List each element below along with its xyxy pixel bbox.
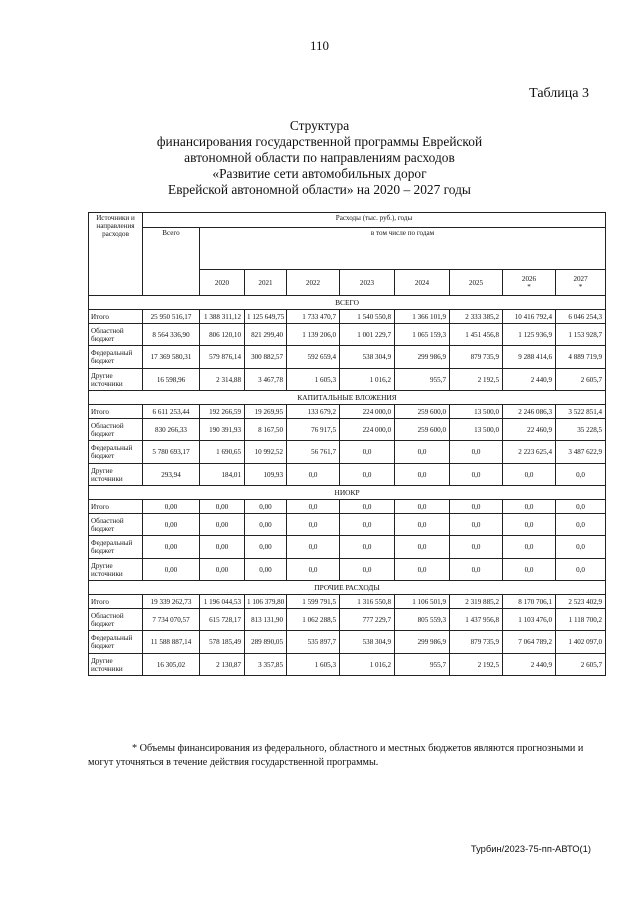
- table-row: [89, 654, 606, 676]
- value-cell: 0,0: [395, 514, 450, 536]
- section-title: ПРОЧИЕ РАСХОДЫ: [89, 581, 606, 595]
- value-cell: 0,0: [503, 514, 556, 536]
- value-cell: 2 319 885,2: [450, 595, 503, 609]
- value-cell: 8 564 336,90: [143, 324, 200, 346]
- value-cell: 2 605,7: [556, 654, 606, 676]
- value-cell: 2 192,5: [450, 369, 503, 391]
- value-cell: 955,7: [395, 369, 450, 391]
- value-cell: 0,00: [245, 559, 287, 581]
- value-cell: 0,0: [556, 514, 606, 536]
- value-cell: 0,0: [340, 559, 395, 581]
- value-cell: 538 304,9: [340, 631, 395, 654]
- value-cell: 5 780 693,17: [143, 441, 200, 464]
- value-cell: 2 333 385,2: [450, 310, 503, 324]
- value-cell: 1 605,3: [287, 654, 340, 676]
- value-cell: 879 735,9: [450, 346, 503, 369]
- value-cell: 1 106 379,80: [245, 595, 287, 609]
- value-cell: 0,0: [395, 559, 450, 581]
- row-label: Областной бюджет: [89, 514, 143, 536]
- section-title: ВСЕГО: [89, 296, 606, 310]
- value-cell: 6 046 254,3: [556, 310, 606, 324]
- value-cell: 1 103 476,0: [503, 609, 556, 631]
- value-cell: 1 540 550,8: [340, 310, 395, 324]
- value-cell: 1 016,2: [340, 369, 395, 391]
- title-line: Структура: [289, 118, 350, 133]
- value-cell: 777 229,7: [340, 609, 395, 631]
- value-cell: 1 153 928,7: [556, 324, 606, 346]
- value-cell: 0,0: [450, 514, 503, 536]
- header-year: 2026 *: [503, 270, 556, 296]
- value-cell: 0,0: [340, 441, 395, 464]
- value-cell: 0,0: [287, 464, 340, 486]
- value-cell: 10 992,52: [245, 441, 287, 464]
- value-cell: 1 065 159,3: [395, 324, 450, 346]
- value-cell: 0,00: [200, 500, 245, 514]
- value-cell: 2 440,9: [503, 654, 556, 676]
- value-cell: 4 889 719,9: [556, 346, 606, 369]
- value-cell: 300 882,57: [245, 346, 287, 369]
- value-cell: 0,00: [143, 559, 200, 581]
- table-row: [89, 631, 606, 654]
- value-cell: 289 890,05: [245, 631, 287, 654]
- value-cell: 0,0: [556, 464, 606, 486]
- value-cell: 13 500,0: [450, 419, 503, 441]
- section-title: НИОКР: [89, 486, 606, 500]
- value-cell: 19 269,95: [245, 405, 287, 419]
- value-cell: 76 917,5: [287, 419, 340, 441]
- value-cell: 538 304,9: [340, 346, 395, 369]
- row-label: Итого: [89, 595, 143, 609]
- section-title: КАПИТАЛЬНЫЕ ВЛОЖЕНИЯ: [89, 391, 606, 405]
- value-cell: 2 440,9: [503, 369, 556, 391]
- footnote: * Объемы финансирования из федерального, областного и местных бюджетов являются прогнозными и могут уточняться в течение действия государственной программы.: [88, 743, 584, 768]
- value-cell: 579 876,14: [200, 346, 245, 369]
- financing-table: [88, 212, 606, 676]
- value-cell: 0,0: [503, 536, 556, 559]
- value-cell: 0,0: [450, 441, 503, 464]
- row-label: Федеральный бюджет: [89, 441, 143, 464]
- value-cell: 0,00: [143, 536, 200, 559]
- value-cell: 1 316 550,8: [340, 595, 395, 609]
- value-cell: 3 357,85: [245, 654, 287, 676]
- table-row: [89, 310, 606, 324]
- title-line: финансирования государственной программы Еврейской: [156, 134, 483, 149]
- header-expenses: Расходы (тыс. руб.), годы: [143, 213, 606, 228]
- value-cell: 0,0: [450, 536, 503, 559]
- value-cell: 6 611 253,44: [143, 405, 200, 419]
- value-cell: 806 120,10: [200, 324, 245, 346]
- value-cell: 0,00: [200, 514, 245, 536]
- table-row: [89, 324, 606, 346]
- value-cell: 0,0: [287, 536, 340, 559]
- value-cell: 1 733 470,7: [287, 310, 340, 324]
- table-row: [89, 514, 606, 536]
- value-cell: 0,0: [450, 559, 503, 581]
- header-total: Всего: [143, 228, 200, 296]
- table-row: [89, 346, 606, 369]
- value-cell: 0,0: [287, 559, 340, 581]
- value-cell: 955,7: [395, 654, 450, 676]
- row-label: Областной бюджет: [89, 419, 143, 441]
- value-cell: 535 897,7: [287, 631, 340, 654]
- row-label: Другие источники: [89, 369, 143, 391]
- value-cell: 0,00: [143, 500, 200, 514]
- header-year: 2021: [245, 270, 287, 296]
- table-row: [89, 464, 606, 486]
- value-cell: 184,01: [200, 464, 245, 486]
- value-cell: 1 125 936,9: [503, 324, 556, 346]
- value-cell: 0,0: [395, 441, 450, 464]
- value-cell: 1 118 700,2: [556, 609, 606, 631]
- header-year: 2027 *: [556, 270, 606, 296]
- value-cell: 133 679,2: [287, 405, 340, 419]
- value-cell: 0,00: [143, 514, 200, 536]
- value-cell: 1 139 206,0: [287, 324, 340, 346]
- header-year: 2023: [340, 270, 395, 296]
- table-row: [89, 609, 606, 631]
- value-cell: 0,0: [503, 464, 556, 486]
- header-year: 2024: [395, 270, 450, 296]
- value-cell: 592 659,4: [287, 346, 340, 369]
- value-cell: 805 559,3: [395, 609, 450, 631]
- value-cell: 0,0: [287, 514, 340, 536]
- value-cell: 1 125 649,75: [245, 310, 287, 324]
- row-label: Итого: [89, 310, 143, 324]
- value-cell: 3 467,78: [245, 369, 287, 391]
- value-cell: 11 588 887,14: [143, 631, 200, 654]
- value-cell: 259 600,0: [395, 405, 450, 419]
- value-cell: 1 016,2: [340, 654, 395, 676]
- value-cell: 2 246 086,3: [503, 405, 556, 419]
- document-code: Турбин/2023-75-пп-АВТО(1): [470, 843, 591, 854]
- value-cell: 1 106 501,9: [395, 595, 450, 609]
- value-cell: 2 523 402,9: [556, 595, 606, 609]
- value-cell: 3 487 622,9: [556, 441, 606, 464]
- row-label: Другие источники: [89, 464, 143, 486]
- value-cell: 0,0: [503, 559, 556, 581]
- value-cell: 0,00: [200, 536, 245, 559]
- row-label: Другие источники: [89, 559, 143, 581]
- value-cell: 0,0: [340, 514, 395, 536]
- page-number: 110: [309, 38, 330, 53]
- value-cell: 1 366 101,9: [395, 310, 450, 324]
- value-cell: 1 605,3: [287, 369, 340, 391]
- value-cell: 109,93: [245, 464, 287, 486]
- value-cell: 1 451 456,8: [450, 324, 503, 346]
- table-row: [89, 419, 606, 441]
- table-row: [89, 405, 606, 419]
- value-cell: 1 062 288,5: [287, 609, 340, 631]
- document-title: [0, 118, 639, 198]
- value-cell: 8 167,50: [245, 419, 287, 441]
- row-label: Областной бюджет: [89, 324, 143, 346]
- value-cell: 224 000,0: [340, 419, 395, 441]
- table-row: [89, 595, 606, 609]
- value-cell: 0,0: [503, 500, 556, 514]
- value-cell: 299 986,9: [395, 631, 450, 654]
- value-cell: 0,00: [245, 536, 287, 559]
- value-cell: 813 131,90: [245, 609, 287, 631]
- value-cell: 0,00: [245, 500, 287, 514]
- value-cell: 7 064 789,2: [503, 631, 556, 654]
- title-line: Еврейской автономной области» на 2020 – 2027 годы: [168, 182, 471, 197]
- value-cell: 615 728,17: [200, 609, 245, 631]
- row-label: Федеральный бюджет: [89, 346, 143, 369]
- value-cell: 224 000,0: [340, 405, 395, 419]
- row-label: Федеральный бюджет: [89, 536, 143, 559]
- value-cell: 35 228,5: [556, 419, 606, 441]
- value-cell: 0,0: [340, 536, 395, 559]
- value-cell: 578 185,49: [200, 631, 245, 654]
- value-cell: 25 950 516,17: [143, 310, 200, 324]
- table-row: [89, 559, 606, 581]
- value-cell: 879 735,9: [450, 631, 503, 654]
- value-cell: 1 001 229,7: [340, 324, 395, 346]
- value-cell: 299 986,9: [395, 346, 450, 369]
- value-cell: 192 266,59: [200, 405, 245, 419]
- header-year: 2025: [450, 270, 503, 296]
- table-label: Таблица 3: [529, 86, 589, 101]
- value-cell: 2 130,87: [200, 654, 245, 676]
- value-cell: 8 170 706,1: [503, 595, 556, 609]
- value-cell: 821 299,40: [245, 324, 287, 346]
- header-sources: Источники и направления расходов: [89, 213, 143, 296]
- value-cell: 0,0: [395, 536, 450, 559]
- value-cell: 22 460,9: [503, 419, 556, 441]
- value-cell: 16 598,96: [143, 369, 200, 391]
- table-row: [89, 369, 606, 391]
- value-cell: 1 690,65: [200, 441, 245, 464]
- value-cell: 9 288 414,6: [503, 346, 556, 369]
- value-cell: 2 314,88: [200, 369, 245, 391]
- row-label: Другие источники: [89, 654, 143, 676]
- value-cell: 7 734 070,57: [143, 609, 200, 631]
- value-cell: 0,0: [395, 464, 450, 486]
- row-label: Областной бюджет: [89, 609, 143, 631]
- value-cell: 190 391,93: [200, 419, 245, 441]
- value-cell: 0,00: [245, 514, 287, 536]
- value-cell: 0,0: [450, 500, 503, 514]
- value-cell: 3 522 851,4: [556, 405, 606, 419]
- value-cell: 1 388 311,12: [200, 310, 245, 324]
- value-cell: 830 266,33: [143, 419, 200, 441]
- value-cell: 0,0: [340, 464, 395, 486]
- value-cell: 2 192,5: [450, 654, 503, 676]
- value-cell: 13 500,0: [450, 405, 503, 419]
- value-cell: 0,0: [340, 500, 395, 514]
- row-label: Итого: [89, 500, 143, 514]
- value-cell: 293,94: [143, 464, 200, 486]
- title-line: автономной области по направлениям расходов: [184, 150, 455, 165]
- header-by-year: в том числе по годам: [200, 228, 606, 270]
- value-cell: 16 305,02: [143, 654, 200, 676]
- value-cell: 0,0: [395, 500, 450, 514]
- value-cell: 1 437 956,8: [450, 609, 503, 631]
- table-row: [89, 500, 606, 514]
- value-cell: 2 223 625,4: [503, 441, 556, 464]
- header-year: 2020: [200, 270, 245, 296]
- value-cell: 56 761,7: [287, 441, 340, 464]
- header-year: 2022: [287, 270, 340, 296]
- row-label: Итого: [89, 405, 143, 419]
- value-cell: 17 369 580,31: [143, 346, 200, 369]
- value-cell: 1 196 044,53: [200, 595, 245, 609]
- table-row: [89, 441, 606, 464]
- row-label: Федеральный бюджет: [89, 631, 143, 654]
- value-cell: 0,0: [556, 559, 606, 581]
- table-row: [89, 536, 606, 559]
- value-cell: 19 339 262,73: [143, 595, 200, 609]
- value-cell: 0,00: [200, 559, 245, 581]
- title-line: «Развитие сети автомобильных дорог: [212, 166, 427, 181]
- value-cell: 259 600,0: [395, 419, 450, 441]
- value-cell: 0,0: [556, 500, 606, 514]
- value-cell: 0,0: [556, 536, 606, 559]
- value-cell: 0,0: [287, 500, 340, 514]
- value-cell: 2 605,7: [556, 369, 606, 391]
- value-cell: 0,0: [450, 464, 503, 486]
- value-cell: 1 402 097,0: [556, 631, 606, 654]
- value-cell: 1 599 791,5: [287, 595, 340, 609]
- value-cell: 10 416 792,4: [503, 310, 556, 324]
